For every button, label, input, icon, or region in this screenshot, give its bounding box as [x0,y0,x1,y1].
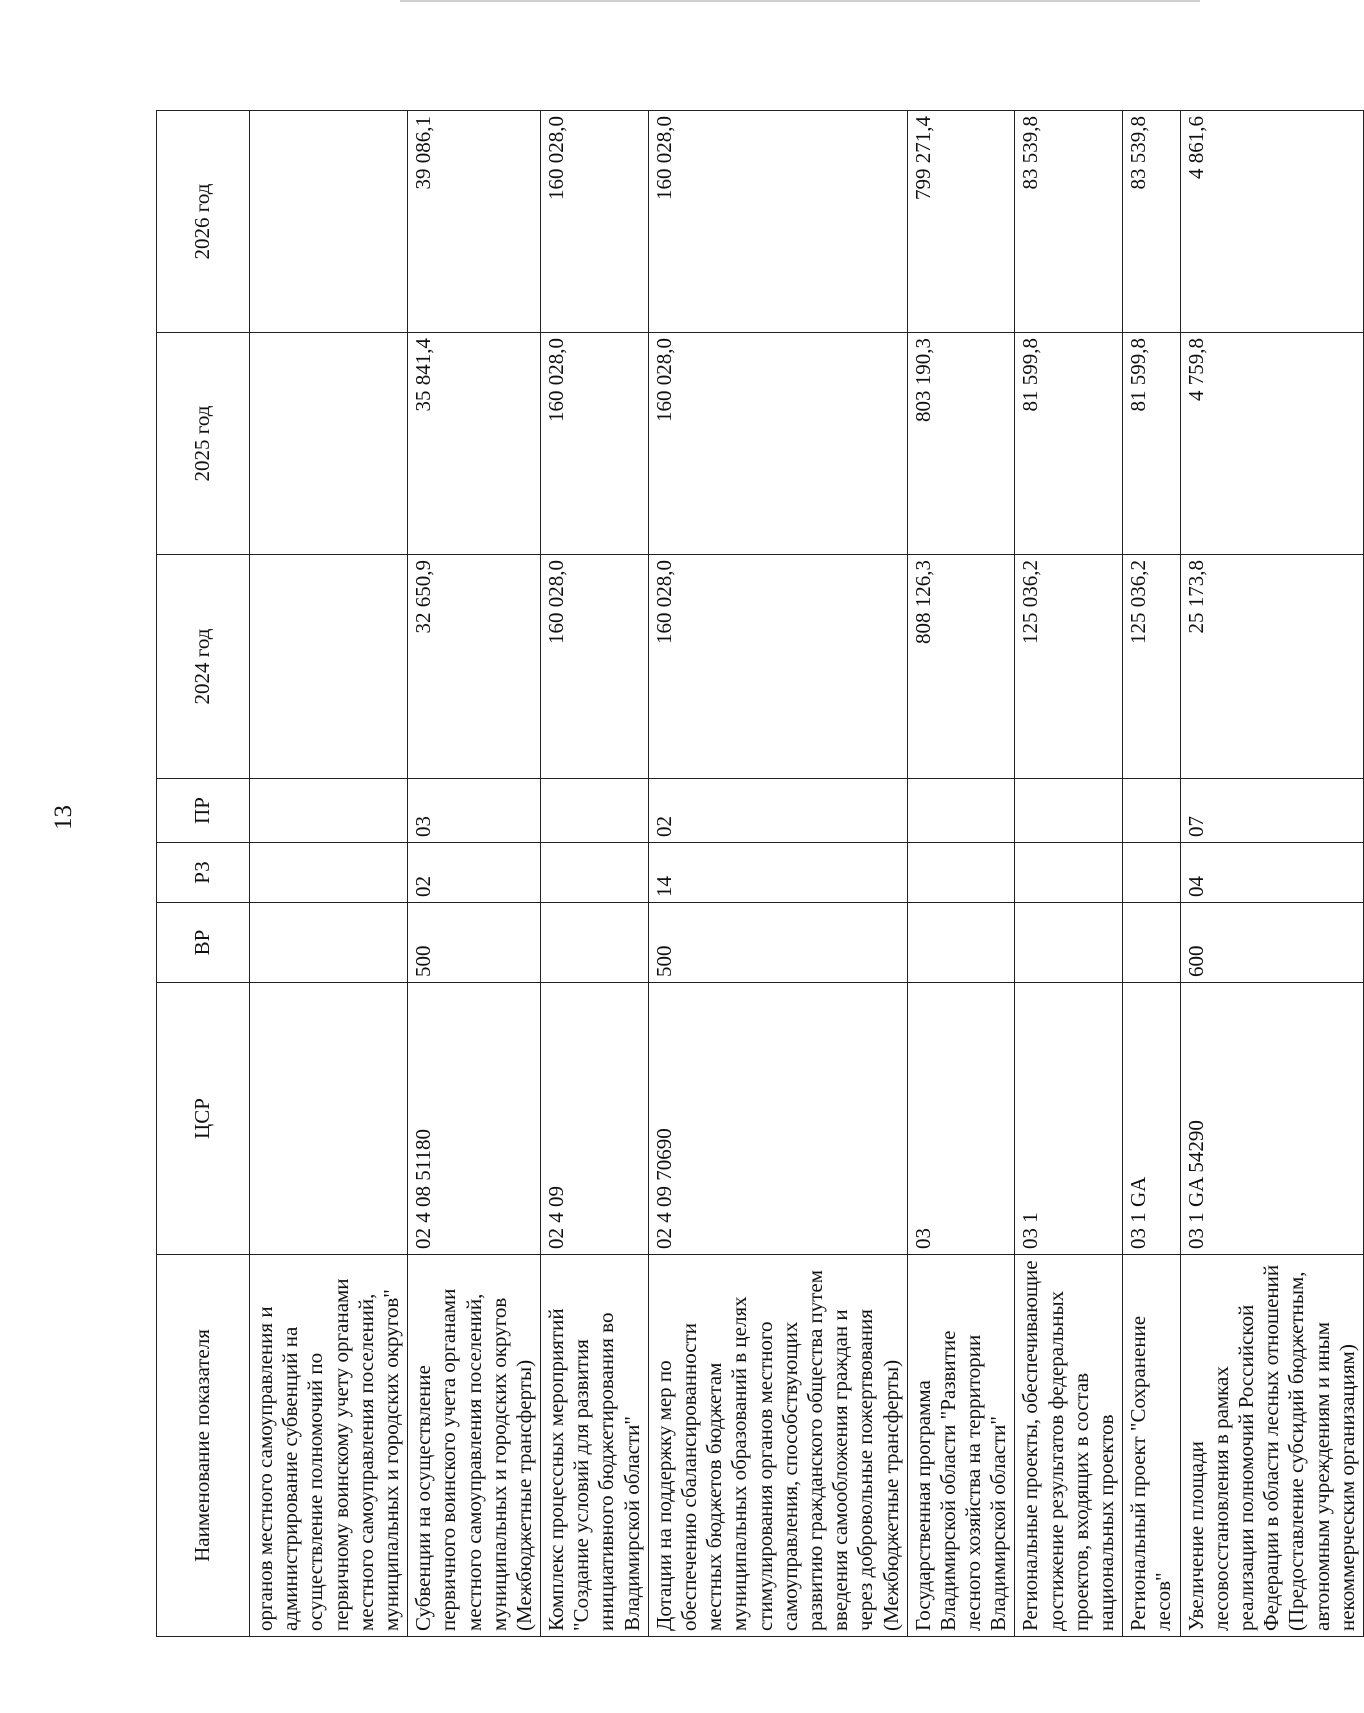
cell-2025: 81 599,8 [1123,333,1180,555]
table-row [250,111,408,1637]
cell-pr [1015,779,1123,843]
table-row [408,111,541,1637]
cell-2026: 83 539,8 [1123,111,1180,333]
cell-vr: 600 [1180,903,1363,983]
cell-rz [541,843,649,903]
cell-pr [541,779,649,843]
cell-2024: 125 036,2 [1123,555,1180,779]
header-2025: 2025 год [157,333,250,555]
cell-rz: 04 [1180,843,1363,903]
cell-2025 [250,333,408,555]
cell-name: Региональный проект "Сохранение лесов" [1123,1255,1180,1637]
table-row [1015,111,1123,1637]
cell-2026: 160 028,0 [648,111,907,333]
cell-pr: 07 [1180,779,1363,843]
cell-rz [1015,843,1123,903]
header-rz: РЗ [157,843,250,903]
cell-2025: 160 028,0 [648,333,907,555]
cell-name: Увеличение площади лесовосстановления в рамках реализации полномочий Российской Федерации в области лесных отношений (Предоставление субсидий бюджетным, автономным учреждениям и иным некоммерческим организациям) [1180,1255,1363,1637]
cell-name: органов местного самоуправления и администрирование субвенций на осуществление полномочий по первичному воинскому учету органами местного самоуправления поселений, муниципальных и городских округов" [250,1255,408,1637]
cell-2026: 160 028,0 [541,111,649,333]
cell-2025: 803 190,3 [907,333,1015,555]
cell-pr [1123,779,1180,843]
cell-pr: 02 [648,779,907,843]
table-row [541,111,649,1637]
top-scan-rule [400,0,1200,2]
cell-csr [250,983,408,1255]
cell-2024: 160 028,0 [648,555,907,779]
page-number: 13 [50,805,77,830]
cell-csr: 02 4 09 70690 [648,983,907,1255]
cell-vr [541,903,649,983]
cell-vr [1123,903,1180,983]
cell-csr: 02 4 09 [541,983,649,1255]
cell-rz [1123,843,1180,903]
cell-2026: 4 861,6 [1180,111,1363,333]
cell-csr: 03 1 GA 54290 [1180,983,1363,1255]
cell-rz [907,843,1015,903]
header-2026: 2026 год [157,111,250,333]
table-row [1123,111,1180,1637]
header-name: Наименование показателя [157,1255,250,1637]
cell-vr: 500 [408,903,541,983]
cell-2025: 35 841,4 [408,333,541,555]
table-header-row [157,111,250,1637]
budget-table [156,110,1364,1637]
cell-2024 [250,555,408,779]
cell-name: Субвенции на осуществление первичного воинского учета органами местного самоуправления поселений, муниципальных и городских округов (Межбюджетные трансферты) [408,1255,541,1637]
header-2024: 2024 год [157,555,250,779]
cell-2024: 808 126,3 [907,555,1015,779]
cell-2025: 81 599,8 [1015,333,1123,555]
cell-vr [250,903,408,983]
table-row [648,111,907,1637]
cell-csr: 03 1 GA [1123,983,1180,1255]
cell-csr: 02 4 08 51180 [408,983,541,1255]
cell-pr: 03 [408,779,541,843]
header-csr: ЦСР [157,983,250,1255]
table-row [1180,111,1363,1637]
cell-2026 [250,111,408,333]
cell-2025: 160 028,0 [541,333,649,555]
cell-name: Дотации на поддержку мер по обеспечению сбалансированности местных бюджетов бюджетам муниципальных образований в целях стимулирования органов местного самоуправления, способствующих развитию гражданского общества путем введения самообложения граждан и через добровольные пожертвования (Межбюджетные трансферты) [648,1255,907,1637]
cell-vr [1015,903,1123,983]
cell-2026: 83 539,8 [1015,111,1123,333]
cell-name: Государственная программа Владимирской области "Развитие лесного хозяйства на территории Владимирской области" [907,1255,1015,1637]
cell-2024: 25 173,8 [1180,555,1363,779]
cell-pr [907,779,1015,843]
header-vr: ВР [157,903,250,983]
rotated-table-container [156,111,1359,1637]
cell-2026: 799 271,4 [907,111,1015,333]
cell-vr: 500 [648,903,907,983]
cell-2026: 39 086,1 [408,111,541,333]
cell-2025: 4 759,8 [1180,333,1363,555]
table-row [907,111,1015,1637]
cell-2024: 32 650,9 [408,555,541,779]
cell-2024: 125 036,2 [1015,555,1123,779]
cell-2024: 160 028,0 [541,555,649,779]
cell-name: Региональные проекты, обеспечивающие достижение результатов федеральных проектов, входящих в состав национальных проектов [1015,1255,1123,1637]
cell-csr: 03 1 [1015,983,1123,1255]
header-pr: ПР [157,779,250,843]
cell-pr [250,779,408,843]
cell-csr: 03 [907,983,1015,1255]
cell-name: Комплекс процессных мероприятий "Создание условий для развития инициативного бюджетирования во Владимирской области" [541,1255,649,1637]
cell-rz: 14 [648,843,907,903]
cell-vr [907,903,1015,983]
cell-rz [250,843,408,903]
cell-rz: 02 [408,843,541,903]
